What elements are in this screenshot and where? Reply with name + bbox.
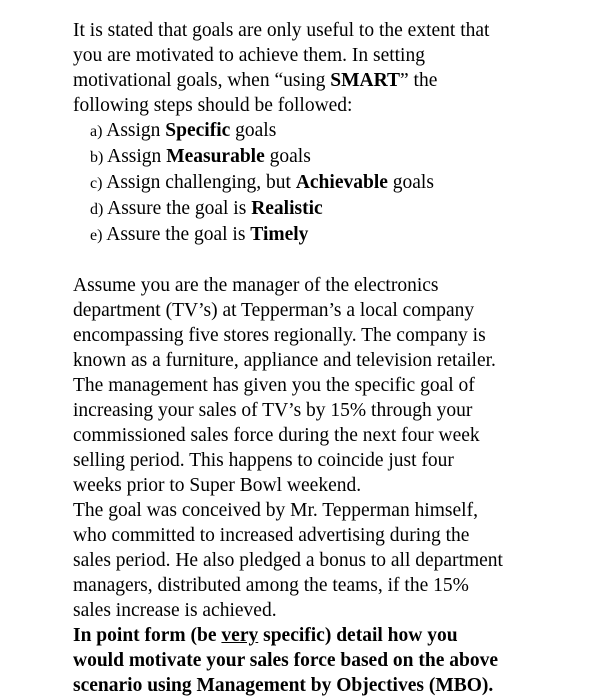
list-item — [90, 170, 603, 196]
step-text: goals — [230, 120, 277, 141]
list-marker: d) — [90, 201, 104, 218]
step-text: Assure the goal is — [102, 224, 251, 245]
scenario-line: sales period. He also pledged a bonus to all department — [73, 550, 503, 571]
question-line — [73, 623, 603, 648]
scenario-line: The goal was conceived by Mr. Tepperman himself, — [73, 500, 478, 521]
question-text: specific) detail how you — [258, 625, 458, 646]
scenario-line: Assume you are the manager of the electronics — [73, 275, 439, 296]
question-line: would motivate your sales force based on the above — [73, 650, 499, 671]
step-text: Assign challenging, but — [102, 172, 296, 193]
underlined-emphasis: very — [221, 625, 259, 646]
step-keyword: Specific — [165, 120, 231, 141]
scenario-line: encompassing five stores regionally. The company is — [73, 325, 486, 346]
scenario-line: The management has given you the specific goal of — [73, 375, 475, 396]
step-text: goals — [264, 146, 311, 167]
step-keyword: Measurable — [166, 146, 265, 167]
list-item — [90, 222, 603, 248]
scenario-line: known as a furniture, appliance and television retailer. — [73, 350, 496, 371]
intro-line: you are motivated to achieve them. In setting — [73, 45, 425, 66]
scenario-line: department (TV’s) at Tepperman’s a local company — [73, 300, 475, 321]
intro-line: following steps should be followed: — [73, 95, 353, 116]
scenario-line: who committed to increased advertising during the — [73, 525, 470, 546]
list-marker: a) — [90, 123, 103, 140]
paragraph-spacer — [73, 248, 603, 273]
step-text: Assign — [102, 120, 166, 141]
question-paragraph — [73, 623, 603, 698]
document-page — [73, 18, 603, 698]
question-text: In point form (be — [73, 625, 222, 646]
list-item — [90, 144, 603, 170]
intro-line — [73, 68, 603, 93]
step-keyword: Timely — [250, 224, 309, 245]
list-marker: e) — [90, 227, 103, 244]
scenario-line: weeks prior to Super Bowl weekend. — [73, 475, 362, 496]
step-keyword: Realistic — [251, 198, 323, 219]
step-text: Assign — [103, 146, 167, 167]
list-item — [90, 118, 603, 144]
step-text: goals — [387, 172, 434, 193]
question-line: scenario using Management by Objectives (MBO). — [73, 675, 494, 696]
list-marker: c) — [90, 175, 103, 192]
list-item — [90, 196, 603, 222]
intro-text: ” the — [400, 70, 438, 91]
step-text: Assure the goal is — [103, 198, 252, 219]
intro-text: motivational goals, when “using — [73, 70, 331, 91]
scenario-line: commissioned sales force during the next four week — [73, 425, 480, 446]
scenario-line: increasing your sales of TV’s by 15% through your — [73, 400, 473, 421]
scenario-line: selling period. This happens to coincide just four — [73, 450, 454, 471]
intro-paragraph — [73, 18, 603, 118]
list-marker: b) — [90, 149, 104, 166]
smart-term: SMART — [330, 70, 401, 91]
scenario-line: managers, distributed among the teams, if the 15% — [73, 575, 469, 596]
scenario-line: sales increase is achieved. — [73, 600, 277, 621]
intro-line: It is stated that goals are only useful to the extent that — [73, 20, 490, 41]
scenario-paragraph — [73, 273, 603, 623]
smart-steps-list — [73, 118, 603, 248]
step-keyword: Achievable — [295, 172, 388, 193]
